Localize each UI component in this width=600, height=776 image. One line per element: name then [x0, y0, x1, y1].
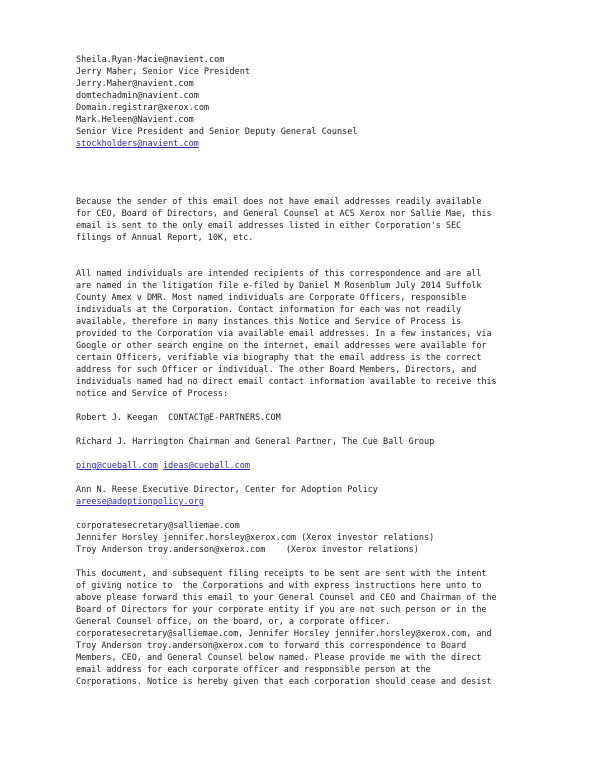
contact-line: corporatesecretary@salliemae.com — [76, 521, 240, 531]
contact-line: Mark.Heleen@Navient.com — [76, 115, 194, 125]
paragraph-line: provided to the Corporation via available email addresses. In a few instances, via — [76, 329, 492, 339]
paragraph-forward-instructions — [76, 568, 596, 688]
contact-line: Jerry.Maher@navient.com — [76, 79, 194, 89]
paragraph-line: are named in the litigation file e-filed by Daniel M Rosenblum July 2014 Suffolk — [76, 281, 482, 291]
cueball-ping-email-link[interactable]: ping@cueball.com — [76, 461, 158, 471]
paragraph-named-individuals — [76, 268, 596, 400]
paragraph-line: address for such Officer or individual. The other Board Members, Directors, and — [76, 365, 477, 375]
paragraph-line: email address for each corporate officer and responsible person at the — [76, 665, 431, 675]
contact-line: Jennifer Horsley jennifer.horsley@xerox.com (Xerox investor relations) — [76, 533, 435, 543]
paragraph-line: certain Officers, verifiable via biography that the email address is the correct — [76, 353, 482, 363]
paragraph-line: Members, CEO, and General Counsel below named. Please provide me with the direct — [76, 653, 482, 663]
contact-line: Senior Vice President and Senior Deputy General Counsel — [76, 127, 358, 137]
paragraph-sender-notice — [76, 196, 596, 244]
paragraph-line: General Counsel office, on the board, or, a corporate officer. — [76, 617, 391, 627]
document-page — [76, 54, 596, 688]
paragraph-line: email is sent to the only email addresses listed in either Corporation's SEC — [76, 221, 462, 231]
paragraph-line: All named individuals are intended recipients of this correspondence and are all — [76, 269, 482, 279]
xerox-contacts-list — [76, 520, 596, 556]
paragraph-line: notice and Service of Process: — [76, 389, 229, 399]
contacts-top-list — [76, 54, 596, 150]
contact-line: Sheila.Ryan-Macie@navient.com — [76, 55, 225, 65]
contact-line: domtechadmin@navient.com — [76, 91, 199, 101]
paragraph-line: Troy Anderson troy.anderson@xerox.com to forward this correspondence to Board — [76, 641, 467, 651]
reese-contact: Ann N. Reese Executive Director, Center for Adoption Policy — [76, 485, 378, 495]
contact-line: Jerry Maher, Senior Vice President — [76, 67, 250, 77]
paragraph-line: of giving notice to the Corporations and with express instructions here unto to — [76, 581, 482, 591]
contact-line: Troy Anderson troy.anderson@xerox.com (Xerox investor relations) — [76, 545, 419, 555]
cueball-emails — [76, 460, 596, 472]
paragraph-line: Google or other search engine on the internet, email addresses were available for — [76, 341, 487, 351]
paragraph-line: individuals named had no direct email contact information available to receive this — [76, 377, 497, 387]
stockholders-email-link[interactable]: stockholders@navient.com — [76, 139, 199, 149]
paragraph-line: corporatesecretary@salliemae.com, Jennifer Horsley jennifer.horsley@xerox.com, and — [76, 629, 492, 639]
paragraph-line: This document, and subsequent filing receipts to be sent are sent with the intent — [76, 569, 487, 579]
reese-email-link[interactable]: areese@adoptionpolicy.org — [76, 497, 204, 507]
paragraph-line: available, therefore in many instances this Notice and Service of Process is — [76, 317, 462, 327]
paragraph-line: County Amex v DMR. Most named individuals are Corporate Officers, responsible — [76, 293, 467, 303]
harrington-contact: Richard J. Harrington Chairman and General Partner, The Cue Ball Group — [76, 437, 435, 447]
paragraph-line: Corporations. Notice is hereby given that each corporation should cease and desist — [76, 677, 492, 687]
cueball-ideas-email-link[interactable]: ideas@cueball.com — [163, 461, 251, 471]
contact-line: Domain.registrar@xerox.com — [76, 103, 210, 113]
paragraph-line: Because the sender of this email does not have email addresses readily available — [76, 197, 482, 207]
paragraph-line: above please forward this email to your General Counsel and CEO and Chairman of the — [76, 593, 497, 603]
keegan-contact: Robert J. Keegan CONTACT@E-PARTNERS.COM — [76, 413, 281, 423]
paragraph-line: filings of Annual Report, 10K, etc. — [76, 233, 254, 243]
paragraph-line: Board of Directors for your corporate entity if you are not such person or in the — [76, 605, 487, 615]
paragraph-line: individuals at the Corporation. Contact information for each was not readily — [76, 305, 462, 315]
paragraph-line: for CEO, Board of Directors, and General Counsel at ACS Xerox nor Sallie Mae, this — [76, 209, 492, 219]
